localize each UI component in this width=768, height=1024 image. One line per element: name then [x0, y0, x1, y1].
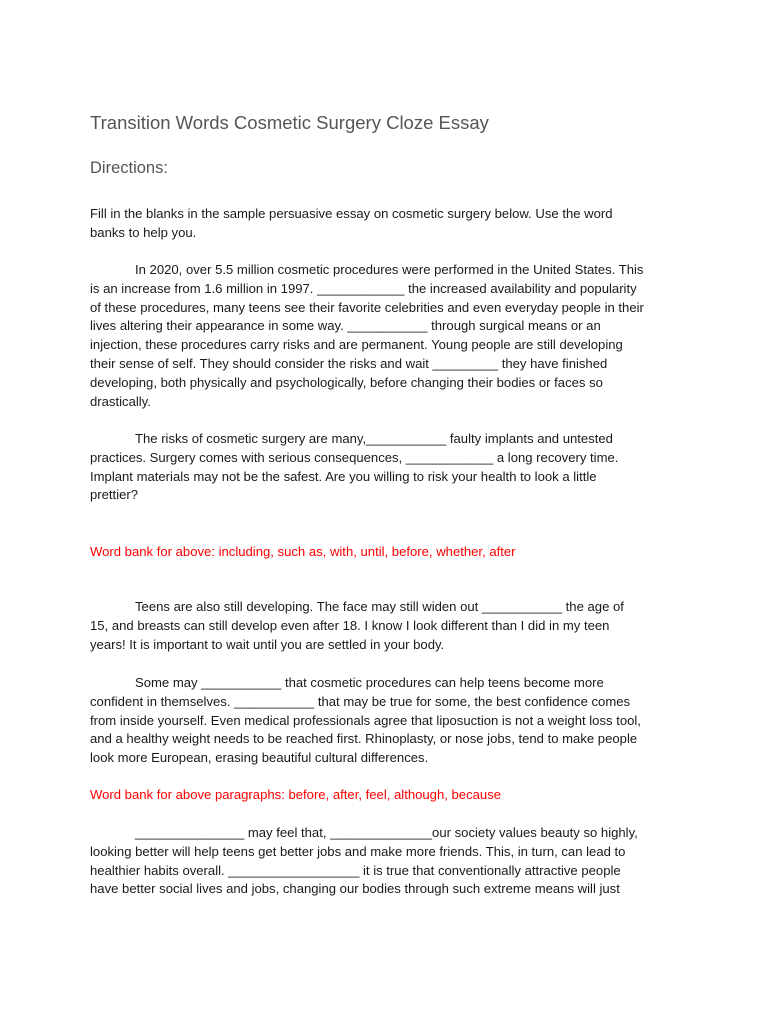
directions-heading: Directions: — [90, 159, 168, 177]
text-line: injection, these procedures carry risks and are permanent. Young people are still developing — [90, 337, 623, 353]
text-line: banks to help you. — [90, 224, 197, 240]
text-line: prettier? — [90, 487, 139, 503]
word-bank-text: Word bank for above: including, such as, with, until, before, whether, after — [90, 544, 516, 559]
instructions-paragraph — [90, 205, 680, 243]
word-bank-2 — [90, 786, 680, 805]
text-line: looking better will help teens get better jobs and make more friends. This, in turn, can lead to — [90, 843, 626, 859]
text-line: of these procedures, many teens see their favorite celebrities and even everyday people in their — [90, 299, 644, 315]
text-line: 15, and breasts can still develop even after 18. I know I look different than I did in my teen — [90, 617, 610, 633]
text-line: have better social lives and jobs, changing our bodies through such extreme means will just — [90, 881, 620, 897]
text-line: is an increase from 1.6 million in 1997. ____________ the increased availability and popularity — [90, 280, 637, 296]
text-line: lives altering their appearance in some way. ___________ through surgical means or an — [90, 318, 601, 334]
essay-paragraph-4 — [90, 674, 680, 768]
text-line: developing, both physically and psychologically, before changing their bodies or faces so — [90, 374, 603, 390]
text-line: Fill in the blanks in the sample persuasive essay on cosmetic surgery below. Use the word — [90, 206, 613, 221]
text-line: In 2020, over 5.5 million cosmetic procedures were performed in the United States. This — [135, 262, 644, 277]
word-bank-1 — [90, 543, 680, 562]
document-title: Transition Words Cosmetic Surgery Cloze Essay — [90, 112, 489, 133]
essay-paragraph-5 — [90, 824, 680, 899]
text-line: _______________ may feel that, ______________our society values beauty so highly, — [135, 825, 638, 840]
essay-paragraph-3 — [90, 598, 680, 654]
text-line: Implant materials may not be the safest. Are you willing to risk your health to look a little — [90, 468, 597, 484]
text-line: and a healthy weight needs to be reached first. Rhinoplasty, or nose jobs, tend to make people — [90, 731, 638, 747]
text-line: from inside yourself. Even medical professionals agree that liposuction is not a weight loss tool, — [90, 712, 641, 728]
text-line: Some may ___________ that cosmetic procedures can help teens become more — [135, 675, 604, 690]
text-line: healthier habits overall. __________________ it is true that conventionally attractive people — [90, 862, 621, 878]
word-bank-text: Word bank for above paragraphs: before, after, feel, although, because — [90, 787, 502, 802]
essay-paragraph-2 — [90, 430, 680, 505]
text-line: confident in themselves. ___________ that may be true for some, the best confidence comes — [90, 693, 631, 709]
essay-paragraph-1 — [90, 261, 680, 411]
text-line: look more European, erasing beautiful cultural differences. — [90, 750, 429, 766]
text-line: drastically. — [90, 393, 151, 409]
text-line: years! It is important to wait until you are settled in your body. — [90, 636, 445, 652]
text-line: practices. Surgery comes with serious consequences, ____________ a long recovery time. — [90, 449, 619, 465]
text-line: Teens are also still developing. The face may still widen out ___________ the age of — [135, 599, 624, 614]
text-line: The risks of cosmetic surgery are many,___________ faulty implants and untested — [135, 431, 613, 446]
text-line: their sense of self. They should consider the risks and wait _________ they have finished — [90, 355, 608, 371]
